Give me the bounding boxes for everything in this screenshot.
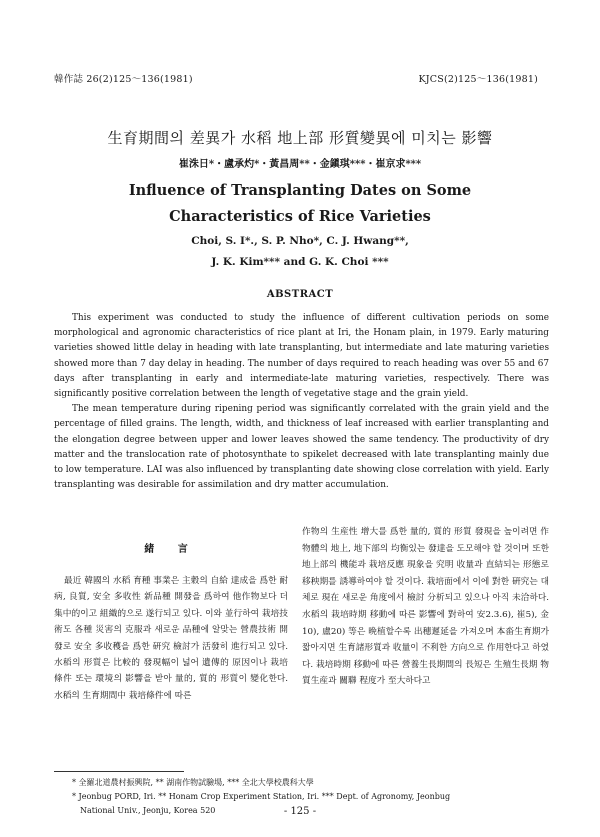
- footnote-divider: [54, 771, 184, 772]
- english-authors-line-2: J. K. Kim*** and G. K. Choi ***: [211, 256, 389, 268]
- korean-title: 生育期間의 差異가 水稻 地上部 形質變異에 미치는 影響: [107, 129, 493, 147]
- body-right-text: 作物의 生産性 增大를 爲한 量的, 質的 形質 發現을 높이려면 作物體의 地上, 地下部의 均衡있는 發達을 도모해야 할 것이며 또한 地上部의 機能과 栽培反應 現象을 究明 收量과 直結되는 形態로 移秧期를 誘導하여야 할 것이다. 栽培面에서 이에 對한 硏究는 대체로 現在 새로운 角度에서 檢討 分析되고 있으나 아직 未洽하다. 水稻의 栽培時期 移動에 따른 影響에 對하여 安2.3.6), 崔5), 金10), 盧20) 等은 晩植할수록 出穗遲延을 가져오며 本畓生育期가 짧아지면 生育諸形質과 收量이 不利한 方向으로 作用한다고 하였다. 栽培時期 移動에 따른 營養生長期間의 長短은 生殖生長期 物質生産과 關聯 程度가 至大하다고: [302, 527, 549, 687]
- english-title-line-1: Influence of Transplanting Dates on Some: [128, 182, 472, 199]
- body-column-right: [302, 524, 549, 690]
- english-title-line-2: Characteristics of Rice Varieties: [169, 208, 431, 225]
- abstract-paragraph-2: The mean temperature during ripening period was significantly correlated with the grain yield and the percentage of filled grains. The length, width, and thickness of leaf increased with earlier transplanting and the elongation degree between upper and lower leaves showed the same tendency. The productivity of dry matter and the translocation rate of photosynthate to spikelet decreased with late transplanting mainly due to low temperature. LAI was also influenced by transplanting date showing close correlation with yield. Early transplanting was desirable for assimilation and dry matter accumulation.: [54, 404, 549, 491]
- body-column-left: [54, 573, 288, 704]
- introduction-heading: 緒 言: [144, 544, 198, 555]
- english-authors-line-1: Choi, S. I*., S. P. Nho*, C. J. Hwang**,: [191, 235, 409, 247]
- body-left-text: 最近 韓國의 水稻 育種 事業은 主穀의 自給 達成을 爲한 耐病, 良質, 安全 多收性 新品種 開發을 爲하여 他作物보다 더 集中的이고 組織的으로 遂行되고 있다. 이와 並行하여 栽培技術도 各種 災害의 克服과 새로운 品種에 알맞는 營農技術 開發로 安全 多收穫을 爲한 硏究 檢討가 活發히 進行되고 있다. 水稻의 形質은 比較的 發現幅이 넓어 遺傳的 原因이나 栽培條件 또는 環境의 影響을 받아 量的, 質的 形質이 變化한다. 水稻의 生育期間中 栽培條件에 따른: [54, 576, 288, 701]
- footnote-english: * Jeonbug PORD, Iri. ** Honam Crop Experiment Station, Iri. *** Dept. of Agronomy, Jeonbug: [72, 792, 451, 801]
- journal-citation-left: 韓作誌 26(2)125～136(1981): [54, 74, 193, 85]
- abstract-paragraph-1: This experiment was conducted to study the influence of different cultivation periods on some morphological and agronomic characteristics of rice plant at Iri, the Honam plain, in 1979. Early maturing varieties showed little delay in heading with late transplanting, but intermediate and late maturing varieties showed more than 7 day delay in heading. The number of days required to reach heading was over 55 and 67 days after transplanting in early and intermediate-late maturing varieties, respectively. There was significantly positive correlation between the length of vegetative stage and the grain yield.: [54, 313, 549, 400]
- abstract-body: [54, 311, 549, 493]
- page-number: - 125 -: [283, 806, 317, 817]
- footnote-english-cont: National Univ., Jeonju, Korea 520: [80, 806, 216, 815]
- english-authors: [0, 231, 600, 273]
- korean-authors: 崔洙日*・盧承灼*・黃昌周**・金鎭琪***・崔京求***: [178, 159, 422, 170]
- journal-citation-right: KJCS(2)125～136(1981): [418, 74, 538, 85]
- english-title: [0, 178, 600, 230]
- footnote-korean: * 全羅北道農村振興院, ** 湖南作物試驗場, *** 全北大學校農科大學: [72, 778, 314, 787]
- abstract-heading: ABSTRACT: [266, 289, 334, 300]
